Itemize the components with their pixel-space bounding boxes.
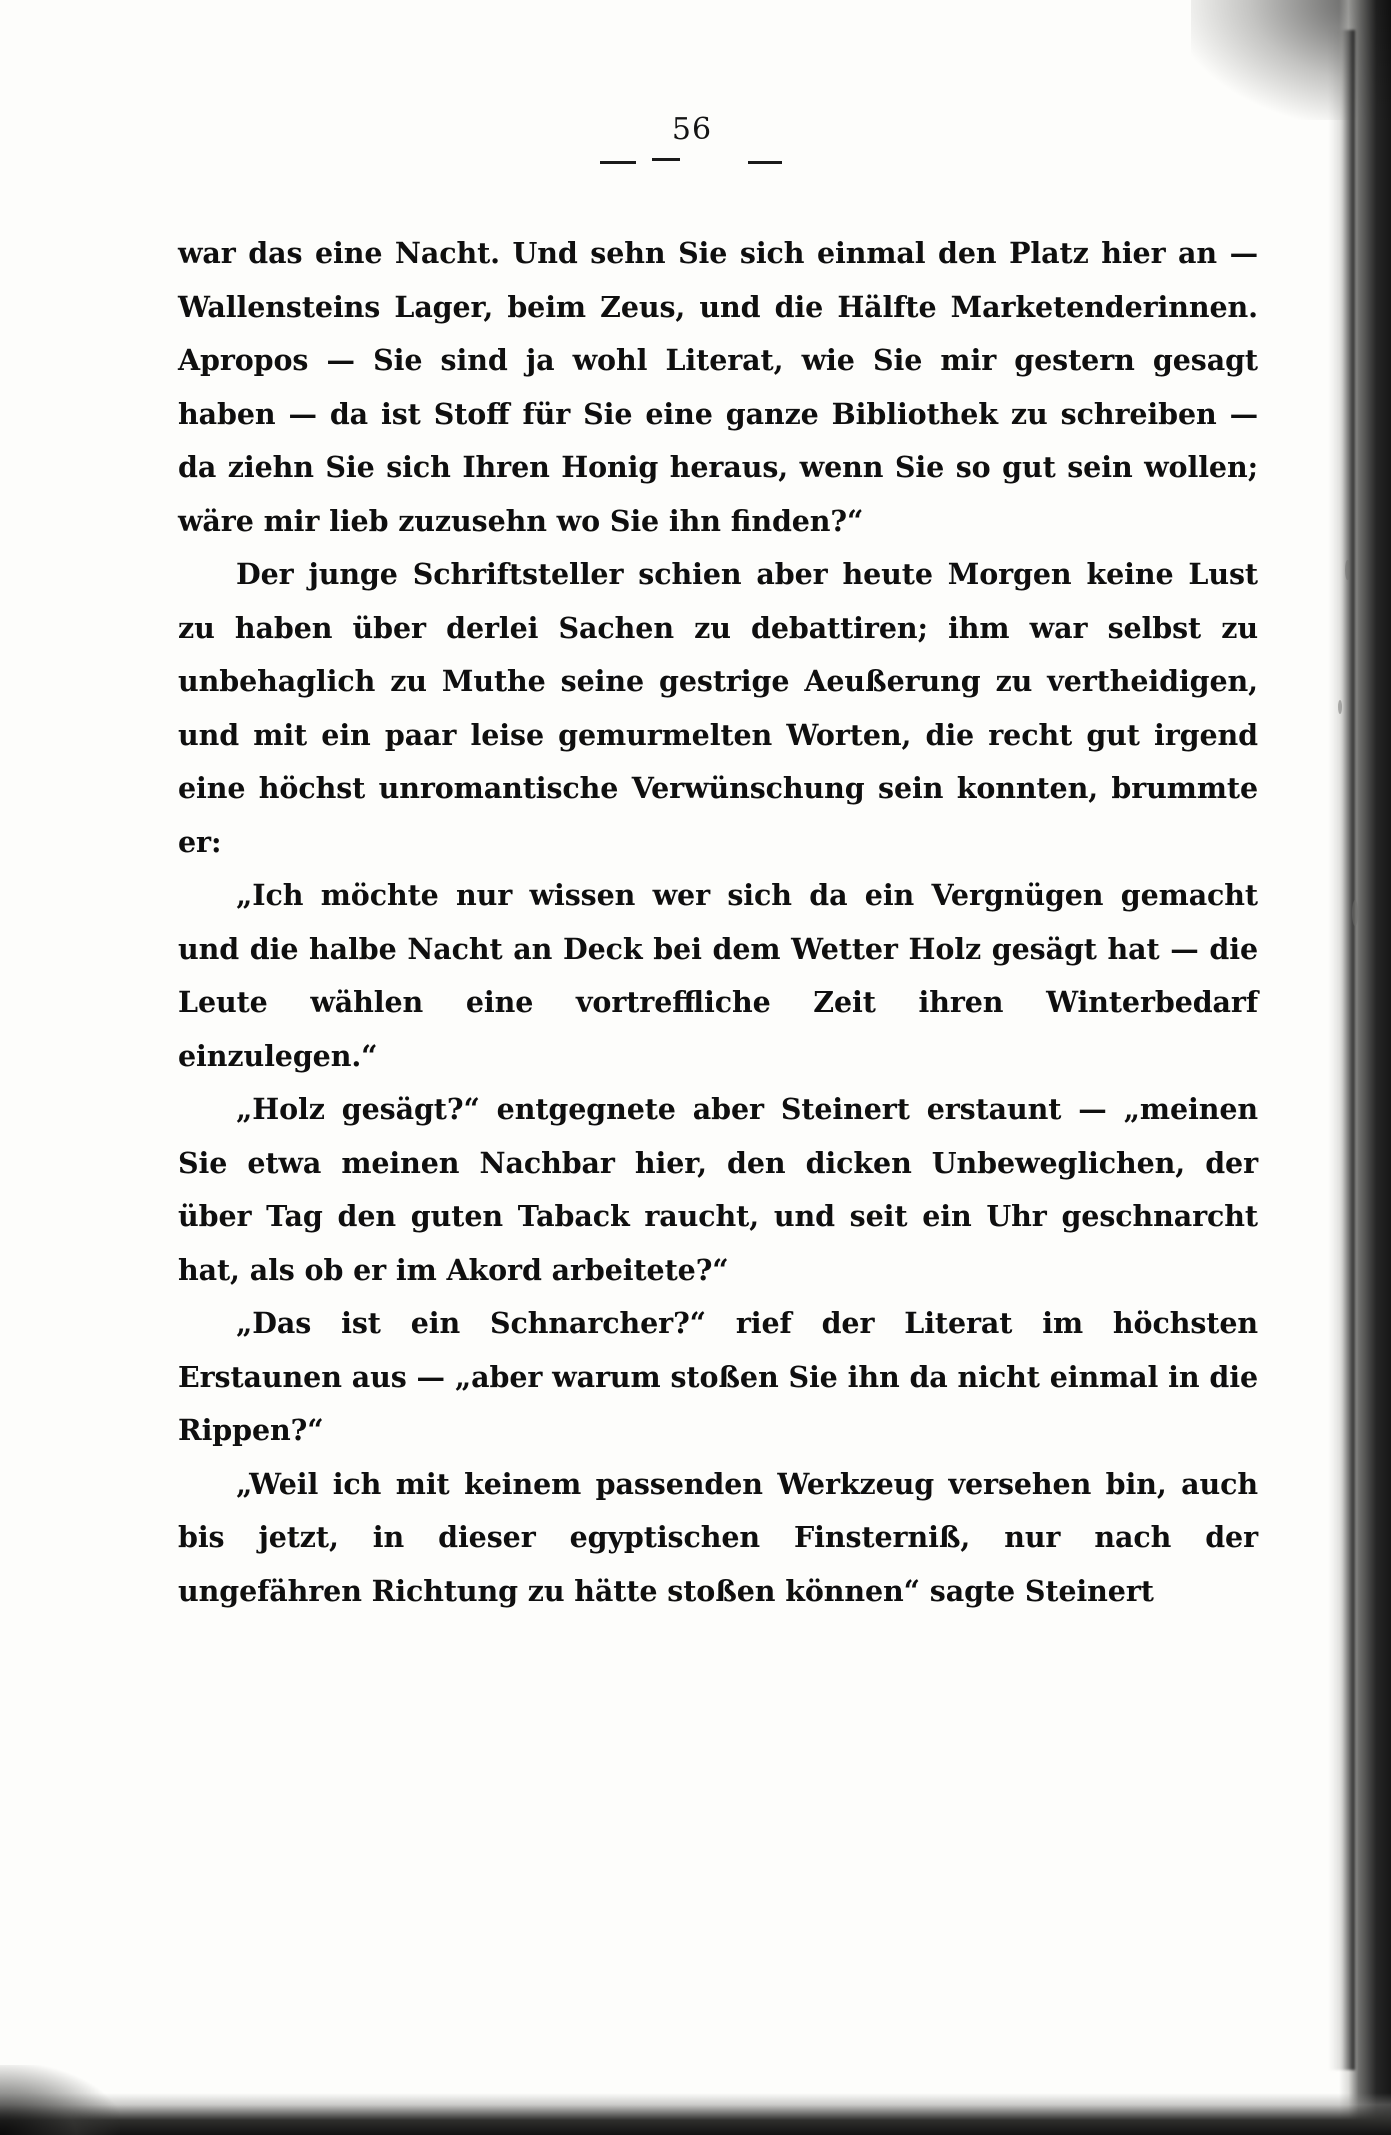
paragraph-1: war das eine Nacht. Und sehn Sie sich einmal den Platz hier an — Wallensteins Lager, beim Zeus, und die Hälfte Marketenderinnen. Apropos — Sie sind ja wohl Literat, wie Sie mir gestern gesagt haben — da ist Stoff für Sie eine ganze Bibliothek zu schreiben — da ziehn Sie sich Ihren Honig heraus, wenn Sie so gut sein wollen; wäre mir lieb zuzusehn wo Sie ihn finden?“	[178, 236, 1258, 538]
scan-speck	[1338, 700, 1342, 714]
page-content	[178, 0, 1258, 1618]
folio-rule	[152, 153, 1232, 175]
page-number: 56	[671, 112, 713, 147]
scan-speck	[1345, 560, 1350, 580]
scan-shadow-bottom	[0, 2093, 1391, 2135]
paragraph-5: „Das ist ein Schnarcher?“ rief der Literat im höchsten Erstaunen aus — „aber warum stoßen Sie ihn da nicht einmal in die Rippen?“	[178, 1306, 1258, 1447]
scan-speck	[1352, 900, 1358, 926]
paragraph-3: „Ich möchte nur wissen wer sich da ein Vergnügen gemacht und die halbe Nacht an Deck bei dem Wetter Holz gesägt hat — die Leute wählen eine vortreffliche Zeit ihren Winterbedarf einzulegen.“	[178, 878, 1258, 1073]
body-text	[178, 227, 1258, 1618]
scan-shadow-bottom-left	[0, 2065, 120, 2135]
scan-shadow-right-inner	[1329, 30, 1355, 2070]
paragraph-4: „Holz gesägt?“ entgegnete aber Steinert erstaunt — „meinen Sie etwa meinen Nachbar hier, den dicken Unbeweglichen, der über Tag den guten Taback raucht, und seit ein Uhr geschnarcht hat, als ob er im Akord arbeitete?“	[178, 1092, 1258, 1287]
paragraph-2: Der junge Schriftsteller schien aber heute Morgen keine Lust zu haben über derlei Sachen zu debattiren; ihm war selbst zu unbehaglich zu Muthe seine gestrige Aeußerung zu vertheidigen, und mit ein paar leise gemurmelten Worten, die recht gut irgend eine höchst unromantische Verwünschung sein konnten, brummte er:	[178, 557, 1258, 859]
paragraph-6: „Weil ich mit keinem passenden Werkzeug versehen bin, auch bis jetzt, in dieser egyptischen Finsterniß, nur nach der ungefähren Richtung zu hätte stoßen können“ sagte Steinert	[178, 1466, 1258, 1608]
